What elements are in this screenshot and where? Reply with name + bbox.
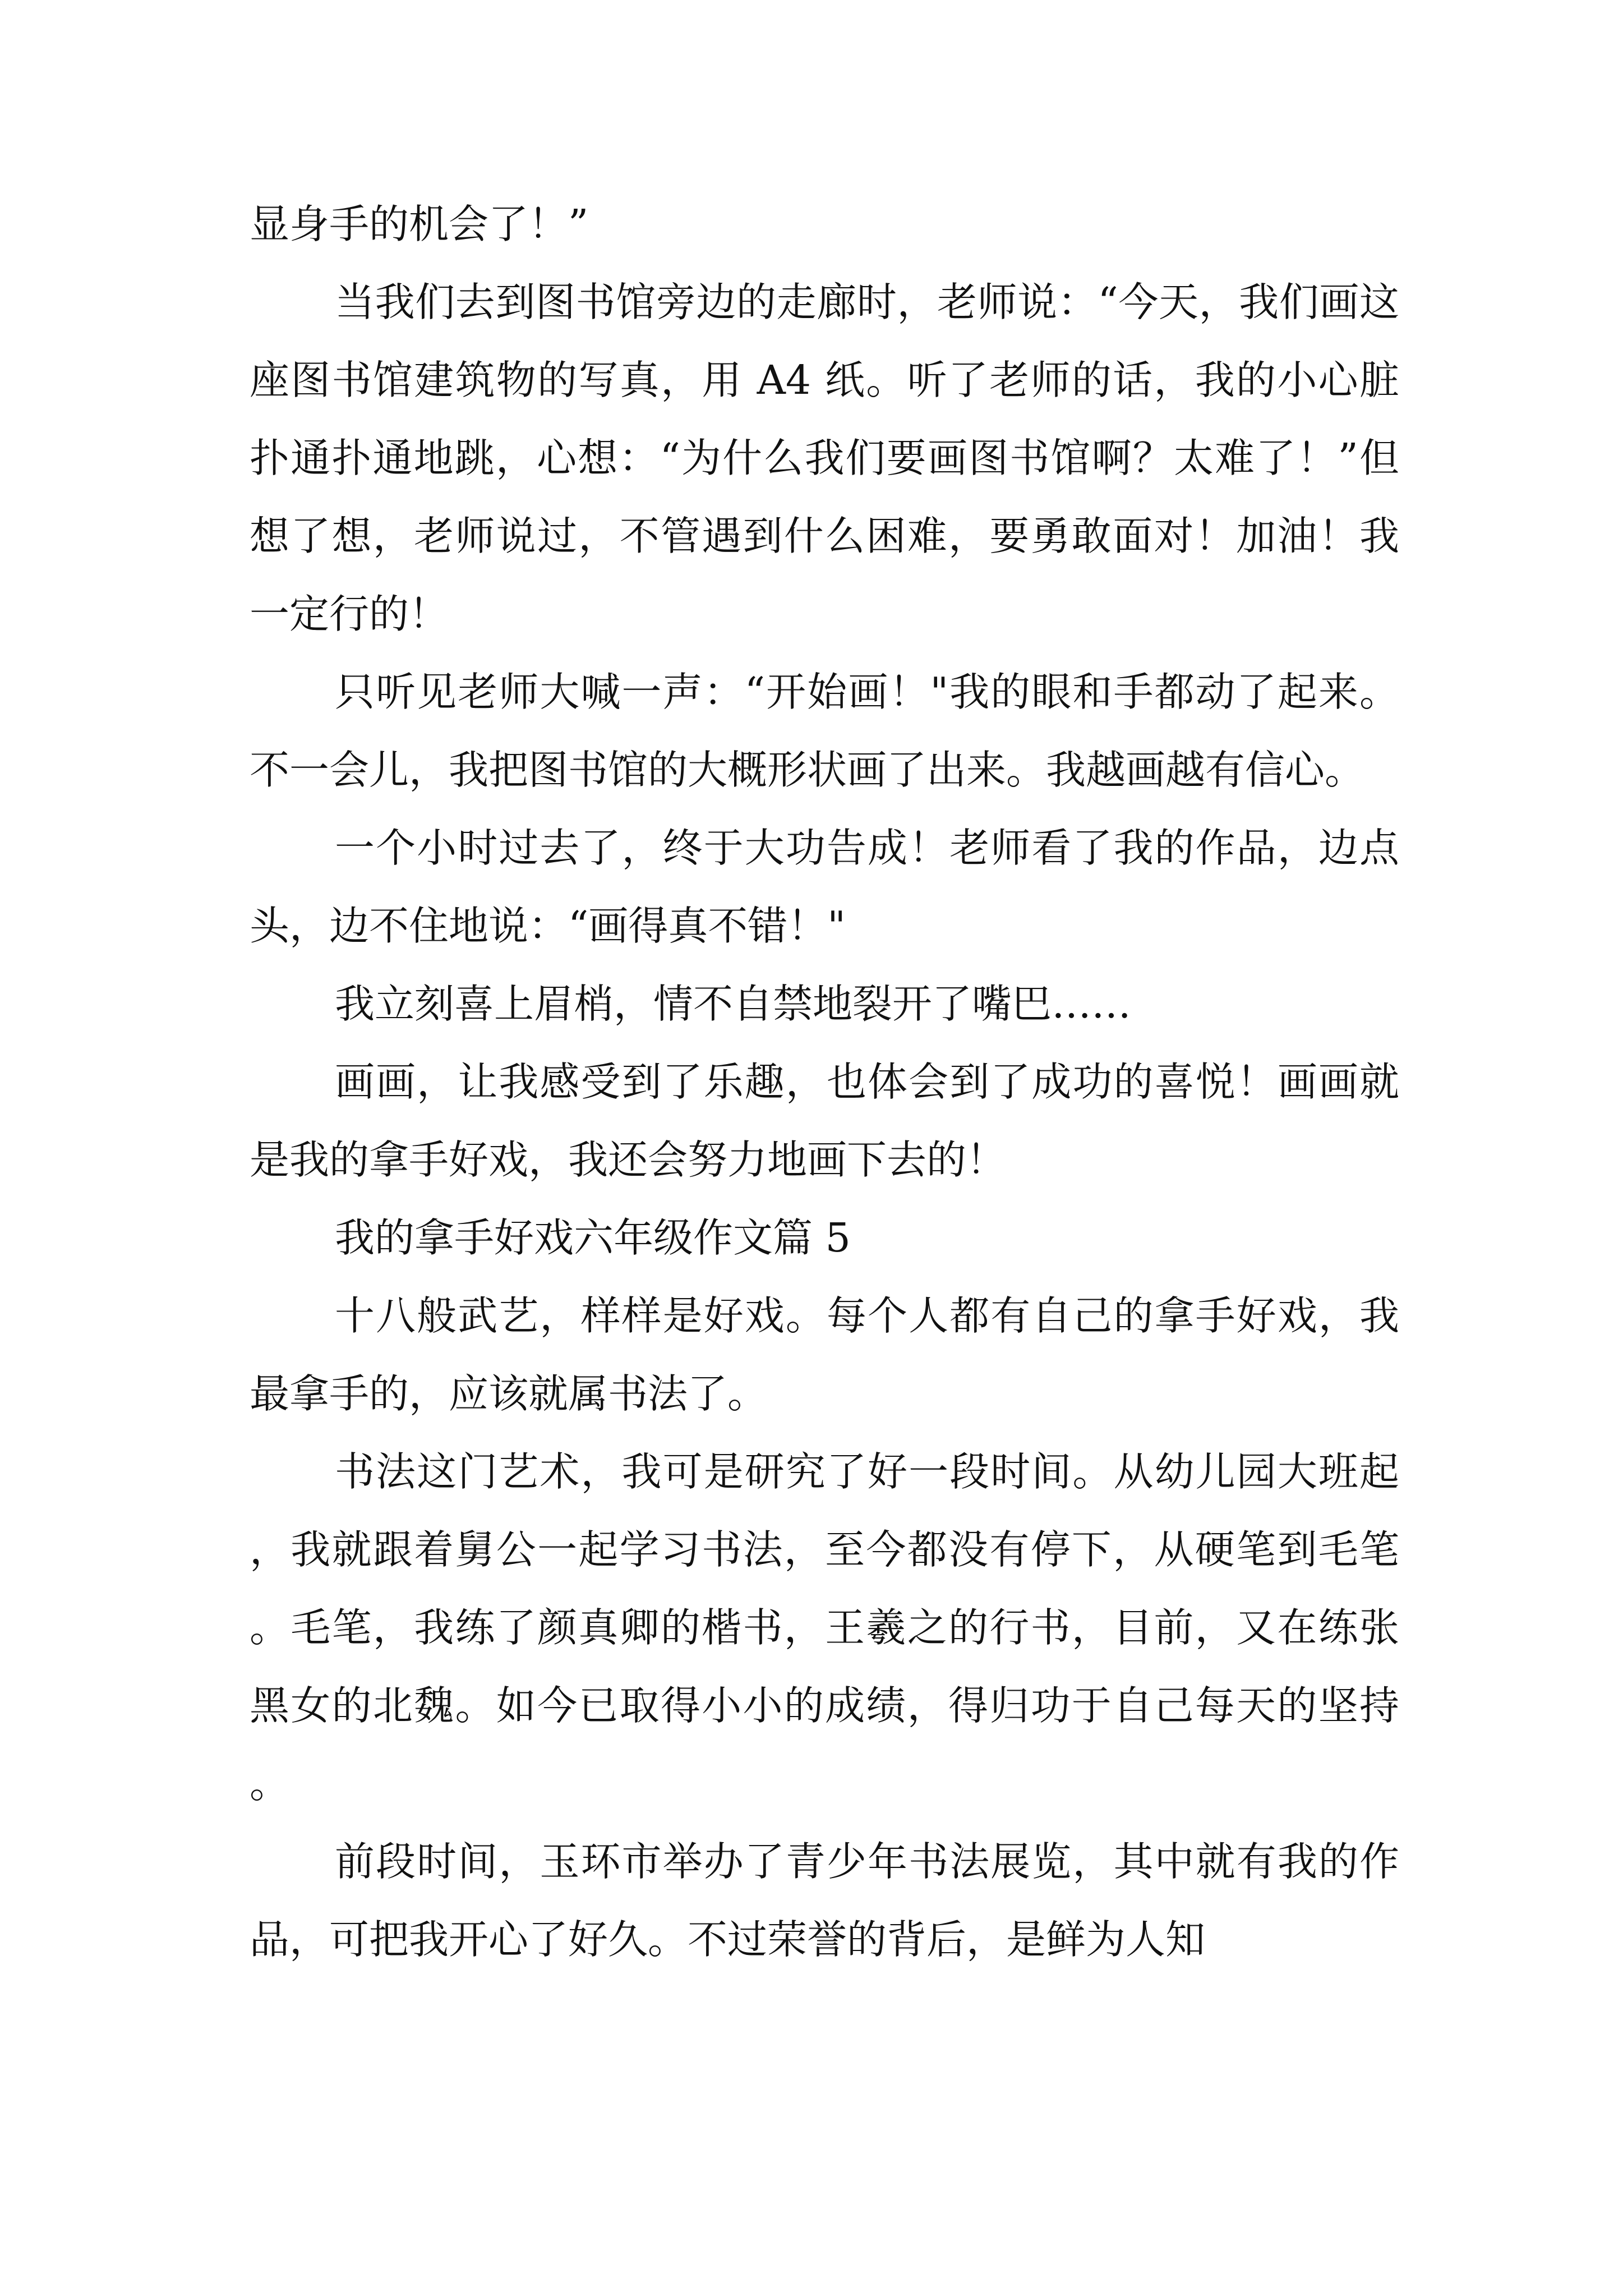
paragraph-continuation: 显身手的机会了！” [250,201,589,247]
paragraph-library-drawing: 当我们去到图书馆旁边的走廊时，老师说：“今天，我们画这座图书馆建筑物的写真，用 A4 纸。听了老师的话，我的小心脏扑通扑通地跳，心想：“为什么我们要画图书馆啊？太难了！”但想了想，老师说过，不管遇到什么困难，要勇敢面对！加油！我一定行的！ [250,279,1399,637]
document-body [250,185,1399,1978]
paragraph-smile: 我立刻喜上眉梢，情不自禁地裂开了嘴巴…… [335,981,1132,1027]
paragraph-calligraphy-study: 书法这门艺术，我可是研究了好一段时间。从幼儿园大班起，我就跟着舅公一起学习书法，至今都没有停下，从硬笔到毛笔。毛笔，我练了颜真卿的楷书，王羲之的行书，目前，又在练张黑女的北魏。如今已取得小小的成绩，得归功于自己每天的坚持。 [250,1448,1399,1807]
paragraph-start-drawing: 只听见老师大喊一声：“开始画！"我的眼和手都动了起来。不一会儿，我把图书馆的大概形状画了出来。我越画越有信心。 [250,669,1399,793]
paragraph-exhibition: 前段时间，玉环市举办了青少年书法展览，其中就有我的作品，可把我开心了好久。不过荣誉的背后，是鲜为人知 [250,1838,1399,1963]
paragraph-finished: 一个小时过去了，终于大功告成！老师看了我的作品，边点头，边不住地说：“画得真不错！" [250,825,1399,949]
section-heading: 我的拿手好戏六年级作文篇 5 [335,1214,851,1261]
paragraph-conclusion: 画画，让我感受到了乐趣，也体会到了成功的喜悦！画画就是我的拿手好戏，我还会努力地画下去的！ [250,1059,1399,1183]
paragraph-calligraphy-intro: 十八般武艺，样样是好戏。每个人都有自己的拿手好戏，我最拿手的，应该就属书法了。 [250,1292,1399,1417]
